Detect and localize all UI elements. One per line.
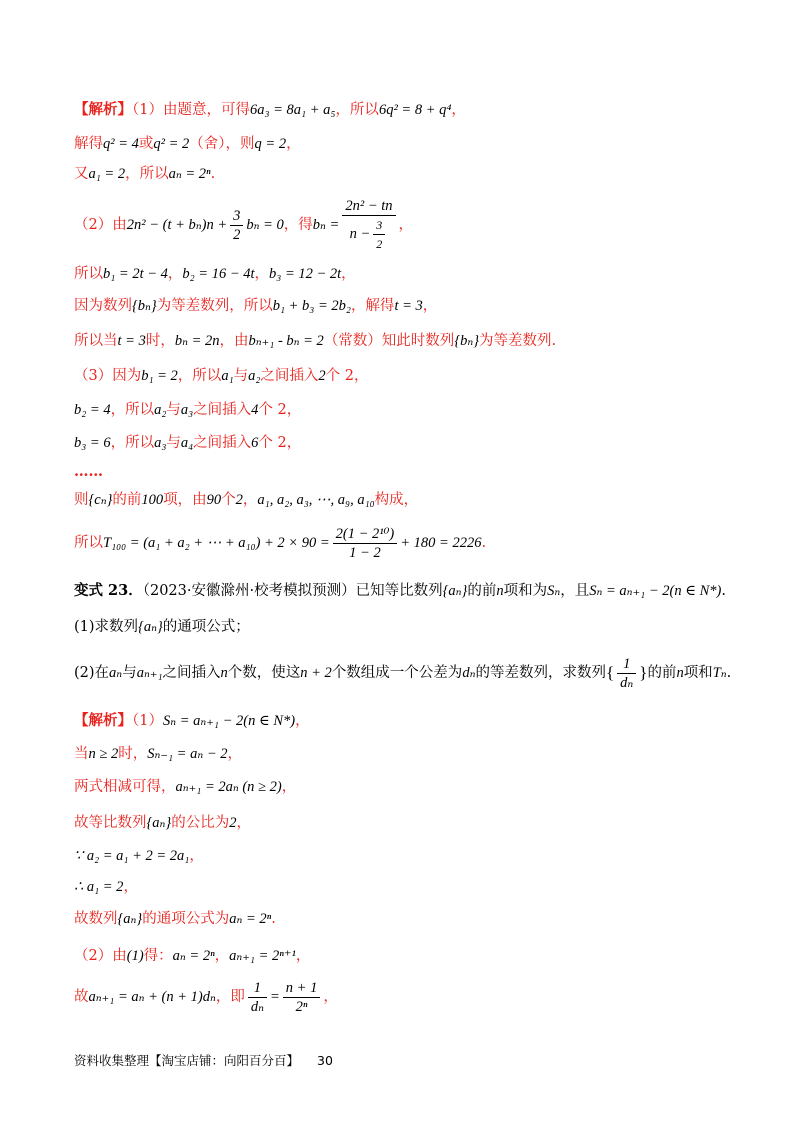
ex23-sol-line-2: 当n ≥ 2时，Sₙ₋₁ = aₙ − 2，: [74, 746, 242, 762]
ex23-sol-line-1: 【解析】（1）Sₙ = aₙ₊₁ − 2(n ∈ N*)，: [74, 712, 310, 729]
ex23-title-line: 变式 23．（2023·安徽滁州·校考模拟预测）已知等比数列{aₙ}的前n项和为Sₙ，且Sₙ = aₙ₊₁ − 2(n ∈ N*).: [74, 582, 726, 599]
ex22-line-7: 所以当t = 3时，bₙ = 2n，由bₙ₊₁ - bₙ = 2（常数）知此时数列{bₙ}为等差数列.: [74, 333, 557, 349]
ex22-line-3: 又a₁ = 2，所以aₙ = 2ⁿ.: [74, 166, 216, 182]
solution-tag: 【解析】: [74, 101, 132, 118]
ex22-line-8: （3）因为b₁ = 2，所以a₁与a₂之间插入2个 2，: [74, 368, 369, 384]
ex22-line-1: 【解析】（1）由题意，可得6a₃ = 8a₁ + a₅，所以6q² = 8 + q⁴，: [74, 101, 466, 118]
footer-text: 资料收集整理【淘宝店铺：向阳百分百】: [74, 1053, 300, 1068]
ex23-sol-line-4: 故等比数列{aₙ}的公比为2，: [74, 815, 251, 831]
page-number: 30: [317, 1053, 333, 1068]
ex22-line-5: 所以b₁ = 2t − 4，b₂ = 16 − 4t，b₃ = 12 − 2t，: [74, 266, 356, 282]
ex22-line-12: 则{cₙ}的前100项，由90个2，a₁, a₂, a₃, ⋯, a₉, a₁₀构成，: [74, 492, 419, 508]
fraction-n1-2n: $\frac{n + 1}{\text{2ⁿ}}$: [283, 980, 321, 1015]
ex23-sol-line-3: 两式相减可得，aₙ₊₁ = 2aₙ (n ≥ 2)，: [74, 779, 297, 795]
ex22-line-13: 所以 T₁₀₀ = (a₁ + a₂ + ⋯ + a₁₀) + 2 × 90 = $\frac{\text{2(1 − 2¹⁰)}}{1 - 2}$ + 180 = 2226 .: [74, 525, 487, 561]
ex23-sol-line-7: 故数列{aₙ}的通项公式为aₙ = 2ⁿ.: [74, 911, 276, 927]
fraction-bn: 2n² − tn n − $\frac{3}{2}$: [342, 198, 395, 252]
variant-title: 变式 23．: [74, 582, 143, 599]
solution-tag: 【解析】: [74, 712, 132, 729]
ex23-sol-line-8: （2）由(1)得：aₙ = 2ⁿ，aₙ₊₁ = 2ⁿ⁺¹，: [74, 948, 311, 964]
ex23-sol-line-6: ∴ a₁ = 2，: [74, 879, 138, 895]
ex22-line-10: b₃ = 6，所以a₃与a₄之间插入6个 2，: [74, 435, 302, 451]
ex23-question-1: (1)求数列{aₙ}的通项公式；: [74, 619, 250, 635]
ex22-line-6: 因为数列{bₙ}为等差数列，所以b₁ + b₃ = 2b₂，解得t = 3，: [74, 298, 438, 314]
ex22-line-9: b₂ = 4，所以a₂与a₃之间插入4个 2，: [74, 402, 302, 418]
page-footer: [74, 1051, 333, 1069]
fraction-1-dn: $\frac{1}{\text{dₙ}}$: [617, 656, 636, 691]
ex23-sol-line-5: ∵ a₂ = a₁ + 2 = 2a₁，: [74, 848, 204, 864]
ex22-line-2: 解得q² = 4或q² = 2（舍），则q = 2，: [74, 136, 301, 152]
ex22-line-4: （2）由 2n² − (t + bₙ)n + $\frac{3}{2}$ bₙ = 0 ，得 bₙ = 2n² − tn n − $\frac{3}{2}$ ，: [74, 198, 414, 251]
ex23-sol-line-9: 故 aₙ₊₁ = aₙ + (n + 1)dₙ ，即 $\frac{1}{\text{dₙ}}$ = $\frac{n + 1}{\text{2ⁿ}}$ ，: [74, 979, 338, 1015]
ex22-ellipsis: ……: [74, 463, 103, 480]
fraction-sum: $\frac{\text{2(1 − 2¹⁰)}}{1 - 2}$: [333, 526, 398, 561]
fraction-3-2: $\frac{3}{2}$: [230, 208, 243, 243]
ex23-question-2: (2)在 aₙ 与 aₙ₊₁ 之间插入 n 个数，使这 n + 2 个数组成一个公差为 dₙ 的等差数列，求数列 { $\frac{1}{\text{dₙ}}$ } 的前 n 项和 Tₙ .: [74, 655, 732, 691]
fraction-1-dn: $\frac{1}{\text{dₙ}}$: [248, 980, 267, 1015]
